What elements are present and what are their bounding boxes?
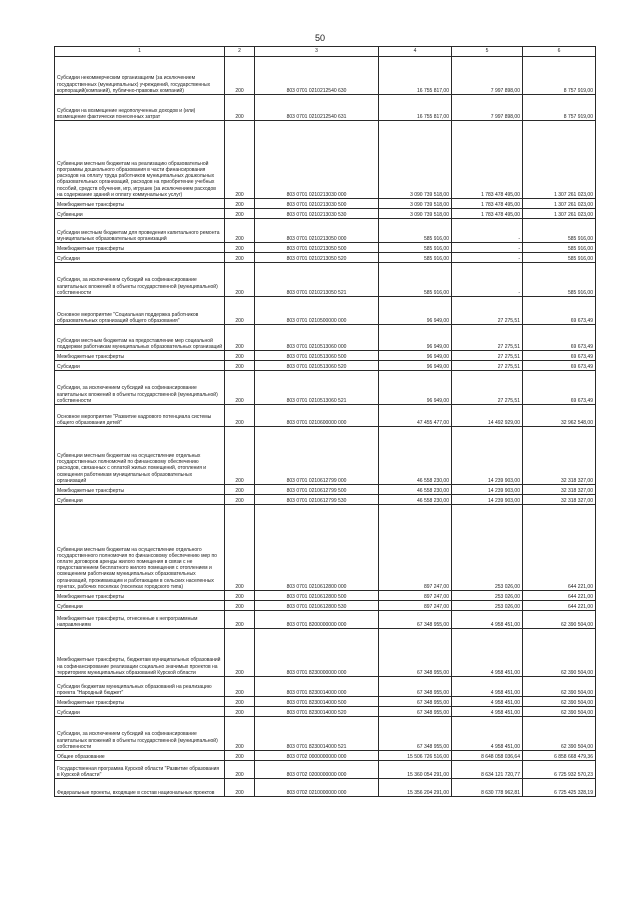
row-amount-remaining-cell: 585 916,00 [523,263,596,297]
row-code-cell: 803 0701 0210213050 000 [255,219,379,243]
row-name-cell: Субвенции местным бюджетам на осуществление отдельных государственных полномочий по финансовому обеспечению расходов, связанных с оплатой жилых помещений, отопления и освещения работникам муниципальных образовательных организаций [55,427,225,485]
row-admin-cell: 200 [225,707,255,717]
row-amount-approved-cell: 67 348 955,00 [379,717,452,751]
row-amount-approved-cell: 96 949,00 [379,297,452,325]
row-code-cell: 803 0701 8230014000 521 [255,717,379,751]
row-amount-remaining-cell: 69 673,49 [523,361,596,371]
table-row [55,677,596,697]
row-amount-approved-cell: 46 558 230,00 [379,485,452,495]
column-header: 4 [379,47,452,57]
row-amount-remaining-cell: 6 725 932 570,23 [523,761,596,779]
row-admin-cell: 200 [225,351,255,361]
table-row [55,427,596,485]
row-amount-remaining-cell: 62 390 504,00 [523,697,596,707]
row-amount-approved-cell: 3 090 739 518,00 [379,209,452,219]
row-amount-approved-cell: 15 356 204 291,00 [379,779,452,797]
row-amount-remaining-cell: 1 307 261 023,00 [523,199,596,209]
row-amount-executed-cell: 8 630 778 962,81 [452,779,523,797]
table-row [55,253,596,263]
row-admin-cell: 200 [225,57,255,95]
row-amount-approved-cell: 96 949,00 [379,371,452,405]
row-amount-executed-cell: 4 958 451,00 [452,717,523,751]
row-code-cell: 803 0701 0210212540 630 [255,57,379,95]
row-admin-cell: 200 [225,253,255,263]
row-admin-cell: 200 [225,121,255,199]
table-row [55,243,596,253]
table-row [55,707,596,717]
row-admin-cell: 200 [225,297,255,325]
row-admin-cell: 200 [225,697,255,707]
row-amount-approved-cell: 585 916,00 [379,243,452,253]
row-admin-cell: 200 [225,219,255,243]
row-name-cell: Основное мероприятие "Социальная поддержка работников образовательных организаций общего образования" [55,297,225,325]
row-name-cell: Субвенции [55,601,225,611]
row-amount-executed-cell: 8 648 058 036,64 [452,751,523,761]
row-admin-cell: 200 [225,495,255,505]
row-amount-executed-cell: - [452,243,523,253]
table-row [55,209,596,219]
table-row [55,611,596,629]
row-amount-approved-cell: 47 455 477,00 [379,405,452,427]
table-row [55,591,596,601]
row-admin-cell: 200 [225,427,255,485]
row-amount-executed-cell: - [452,253,523,263]
row-amount-executed-cell: 27 275,51 [452,371,523,405]
row-amount-remaining-cell: 1 307 261 023,00 [523,121,596,199]
row-name-cell: Субсидии [55,361,225,371]
table-row [55,219,596,243]
row-amount-approved-cell: 16 755 817,00 [379,57,452,95]
table-row [55,505,596,591]
row-amount-executed-cell: 4 958 451,00 [452,707,523,717]
row-amount-executed-cell: 7 997 898,00 [452,95,523,121]
row-amount-approved-cell: 96 949,00 [379,361,452,371]
page-number: 50 [314,33,325,43]
row-amount-approved-cell: 897 247,00 [379,505,452,591]
row-amount-executed-cell: 253 026,00 [452,601,523,611]
row-name-cell: Субсидии, за исключением субсидий на софинансирование капитальных вложений в объекты государственной (муниципальной) собственности [55,717,225,751]
row-amount-approved-cell: 15 360 054 291,00 [379,761,452,779]
row-amount-approved-cell: 46 558 230,00 [379,495,452,505]
row-amount-executed-cell: 27 275,51 [452,351,523,361]
row-amount-remaining-cell: 62 390 504,00 [523,611,596,629]
table-row [55,697,596,707]
row-amount-remaining-cell: 69 673,49 [523,297,596,325]
row-admin-cell: 200 [225,717,255,751]
row-name-cell: Субсидии местным бюджетам на предоставление мер социальной поддержки работникам муниципальных образовательных организаций [55,325,225,351]
row-name-cell: Субсидии [55,707,225,717]
row-code-cell: 803 0701 8230014000 000 [255,677,379,697]
column-header: 1 [55,47,225,57]
row-admin-cell: 200 [225,485,255,495]
row-amount-executed-cell: 1 783 478 495,00 [452,209,523,219]
row-amount-executed-cell: - [452,263,523,297]
row-name-cell: Субсидии местным бюджетам для проведения капитального ремонта муниципальных образовательных организаций [55,219,225,243]
row-amount-executed-cell: 14 239 903,00 [452,427,523,485]
row-code-cell: 803 0701 0210213030 000 [255,121,379,199]
row-amount-executed-cell: 27 275,51 [452,361,523,371]
row-admin-cell: 200 [225,325,255,351]
row-name-cell: Субвенции [55,495,225,505]
row-amount-approved-cell: 67 348 955,00 [379,697,452,707]
row-code-cell: 803 0701 0210213050 520 [255,253,379,263]
table-row [55,485,596,495]
row-code-cell: 803 0701 8200000000 000 [255,611,379,629]
row-amount-approved-cell: 897 247,00 [379,601,452,611]
table-row [55,629,596,677]
row-admin-cell: 200 [225,405,255,427]
row-code-cell: 803 0701 0210612800 000 [255,505,379,591]
row-name-cell: Субсидии [55,253,225,263]
row-name-cell: Государственная программа Курской области "Развитие образования в Курской области" [55,761,225,779]
table-row [55,495,596,505]
row-amount-remaining-cell: 62 390 504,00 [523,717,596,751]
table-row [55,297,596,325]
row-amount-executed-cell: 253 026,00 [452,505,523,591]
row-code-cell: 803 0701 0210500000 000 [255,297,379,325]
row-name-cell: Межбюджетные трансферты [55,243,225,253]
row-amount-remaining-cell: 6 858 668 479,36 [523,751,596,761]
row-code-cell: 803 0701 8230014000 500 [255,697,379,707]
row-admin-cell: 200 [225,761,255,779]
table-row [55,405,596,427]
row-admin-cell: 200 [225,243,255,253]
row-amount-approved-cell: 46 558 230,00 [379,427,452,485]
row-admin-cell: 200 [225,611,255,629]
row-amount-remaining-cell: 644 221,00 [523,601,596,611]
budget-table [54,46,596,797]
row-admin-cell: 200 [225,779,255,797]
row-name-cell: Субвенции местным бюджетам на реализацию образовательной программы дошкольного образования в части финансирования расходов на оплату труда работников муниципальных дошкольных образовательных организаций, расходов на приобретение учебных пособий, средств обучения, игр, игрушек (за исключением расходов на содержание зданий и оплату коммунальных услуг) [55,121,225,199]
row-code-cell: 803 0701 0210600000 000 [255,405,379,427]
row-code-cell: 803 0701 0210213030 500 [255,199,379,209]
row-admin-cell: 200 [225,263,255,297]
row-name-cell: Основное мероприятие "Развитие кадрового потенциала системы общего образования детей" [55,405,225,427]
row-amount-approved-cell: 585 916,00 [379,263,452,297]
row-amount-approved-cell: 585 916,00 [379,253,452,263]
row-amount-executed-cell: 1 783 478 495,00 [452,199,523,209]
row-code-cell: 803 0701 0210612799 530 [255,495,379,505]
row-amount-remaining-cell: 62 390 504,00 [523,629,596,677]
row-admin-cell: 200 [225,751,255,761]
row-code-cell: 803 0701 0210213050 521 [255,263,379,297]
row-amount-executed-cell: 4 958 451,00 [452,611,523,629]
row-amount-approved-cell: 96 949,00 [379,351,452,361]
row-code-cell: 803 0701 0210513060 500 [255,351,379,361]
row-admin-cell: 200 [225,505,255,591]
row-amount-executed-cell: 4 958 451,00 [452,697,523,707]
row-amount-executed-cell: 4 958 451,00 [452,629,523,677]
row-code-cell: 803 0701 0210513060 520 [255,361,379,371]
row-amount-approved-cell: 3 090 739 518,00 [379,121,452,199]
row-amount-executed-cell: 253 026,00 [452,591,523,601]
row-name-cell: Межбюджетные трансферты [55,485,225,495]
row-name-cell: Межбюджетные трансферты [55,697,225,707]
row-amount-remaining-cell: 6 725 425 328,19 [523,779,596,797]
row-amount-approved-cell: 96 949,00 [379,325,452,351]
row-code-cell: 803 0701 0210612799 500 [255,485,379,495]
row-admin-cell: 200 [225,371,255,405]
row-code-cell: 803 0701 0210212540 631 [255,95,379,121]
table-row [55,263,596,297]
row-name-cell: Субвенции [55,209,225,219]
row-code-cell: 803 0701 0210612800 530 [255,601,379,611]
table-row [55,121,596,199]
row-admin-cell: 200 [225,591,255,601]
row-amount-executed-cell: 4 958 451,00 [452,677,523,697]
row-name-cell: Субсидии, за исключением субсидий на софинансирование капитальных вложений в объекты государственной (муниципальной) собственности [55,263,225,297]
column-header: 6 [523,47,596,57]
row-code-cell: 803 0701 0210513060 000 [255,325,379,351]
row-amount-approved-cell: 16 755 817,00 [379,95,452,121]
table-row [55,325,596,351]
row-name-cell: Субсидии, за исключением субсидий на софинансирование капитальных вложений в объекты государственной (муниципальной) собственности [55,371,225,405]
table-row [55,57,596,95]
row-code-cell: 803 0701 0210612800 500 [255,591,379,601]
row-admin-cell: 200 [225,209,255,219]
row-amount-remaining-cell: 585 916,00 [523,219,596,243]
table-row [55,717,596,751]
row-amount-approved-cell: 585 916,00 [379,219,452,243]
row-admin-cell: 200 [225,361,255,371]
row-name-cell: Субсидии некоммерческим организациям (за исключением государственных (муниципальных) учреждений, государственных корпораций(компаний), публично-правовых компаний) [55,57,225,95]
table-row [55,779,596,797]
row-amount-approved-cell: 3 090 739 518,00 [379,199,452,209]
row-amount-remaining-cell: 69 673,49 [523,351,596,361]
row-amount-executed-cell: 8 634 121 720,77 [452,761,523,779]
row-amount-approved-cell: 67 348 955,00 [379,707,452,717]
row-amount-remaining-cell: 69 673,49 [523,371,596,405]
row-code-cell: 803 0701 8230014000 520 [255,707,379,717]
table-row [55,199,596,209]
row-admin-cell: 200 [225,95,255,121]
row-amount-approved-cell: 67 348 955,00 [379,611,452,629]
row-name-cell: Субсидии на возмещение недополученных доходов и (или) возмещение фактически понесенных затрат [55,95,225,121]
row-amount-remaining-cell: 8 757 919,00 [523,57,596,95]
table-row [55,351,596,361]
row-code-cell: 803 0701 0210213050 500 [255,243,379,253]
row-name-cell: Общее образование [55,751,225,761]
row-code-cell: 803 0701 8230000000 000 [255,629,379,677]
row-amount-remaining-cell: 644 221,00 [523,505,596,591]
row-name-cell: Межбюджетные трансферты [55,199,225,209]
row-amount-remaining-cell: 644 221,00 [523,591,596,601]
row-amount-executed-cell: 14 239 903,00 [452,495,523,505]
row-admin-cell: 200 [225,601,255,611]
row-amount-remaining-cell: 8 757 919,00 [523,95,596,121]
row-name-cell: Межбюджетные трансферты, бюджетам муниципальных образований на софинансирование реализации социально значимых проектов на территориях муниципальных образований Курской области [55,629,225,677]
table-row [55,751,596,761]
row-admin-cell: 200 [225,677,255,697]
row-name-cell: Субсидии бюджетам муниципальных образований на реализацию проекта "Народный бюджет" [55,677,225,697]
row-amount-remaining-cell: 32 318 327,00 [523,427,596,485]
row-code-cell: 803 0702 0000000000 000 [255,751,379,761]
row-amount-remaining-cell: 62 390 504,00 [523,707,596,717]
row-name-cell: Межбюджетные трансферты [55,351,225,361]
row-amount-approved-cell: 67 348 955,00 [379,677,452,697]
table-row [55,95,596,121]
row-admin-cell: 200 [225,199,255,209]
row-name-cell: Федеральные проекты, входящие в состав национальных проектов [55,779,225,797]
row-amount-approved-cell: 897 247,00 [379,591,452,601]
row-code-cell: 803 0701 0210612799 000 [255,427,379,485]
row-code-cell: 803 0702 0200000000 000 [255,761,379,779]
row-amount-remaining-cell: 585 916,00 [523,253,596,263]
row-amount-remaining-cell: 1 307 261 023,00 [523,209,596,219]
row-admin-cell: 200 [225,629,255,677]
row-amount-remaining-cell: 32 318 327,00 [523,485,596,495]
row-amount-executed-cell: 27 275,51 [452,297,523,325]
row-amount-executed-cell: - [452,219,523,243]
row-amount-executed-cell: 1 783 478 495,00 [452,121,523,199]
row-amount-executed-cell: 14 239 903,00 [452,485,523,495]
column-header: 5 [452,47,523,57]
row-code-cell: 803 0701 0210513060 521 [255,371,379,405]
row-amount-executed-cell: 14 492 929,00 [452,405,523,427]
row-name-cell: Межбюджетные трансферты [55,591,225,601]
row-amount-remaining-cell: 62 390 504,00 [523,677,596,697]
row-name-cell: Субвенции местным бюджетам на осуществление отдельного государственного полномочия по финансовому обеспечению мер по оплате договоров аренды жилого помещения в связи с не предоставлением бесплатного жилого помещения с отоплением и освещением работникам муниципальных образовательных организаций, проживающим и работающим в сельских населенных пунктах, рабочих поселках (поселках городского типа) [55,505,225,591]
row-amount-executed-cell: 27 275,51 [452,325,523,351]
row-amount-remaining-cell: 69 673,49 [523,325,596,351]
row-amount-executed-cell: 7 997 898,00 [452,57,523,95]
row-name-cell: Межбюджетные трансферты, отнесенные к непрограммным направлениям [55,611,225,629]
table-row [55,361,596,371]
column-header: 2 [225,47,255,57]
row-amount-approved-cell: 15 506 726 516,00 [379,751,452,761]
column-header: 3 [255,47,379,57]
row-code-cell: 803 0701 0210213030 530 [255,209,379,219]
row-amount-remaining-cell: 32 962 548,00 [523,405,596,427]
table-header-row [55,47,596,57]
row-code-cell: 803 0702 0210000000 000 [255,779,379,797]
table-body [55,57,596,797]
row-amount-remaining-cell: 585 916,00 [523,243,596,253]
table-row [55,761,596,779]
table-row [55,371,596,405]
table-row [55,601,596,611]
row-amount-approved-cell: 67 348 955,00 [379,629,452,677]
row-amount-remaining-cell: 32 318 327,00 [523,495,596,505]
